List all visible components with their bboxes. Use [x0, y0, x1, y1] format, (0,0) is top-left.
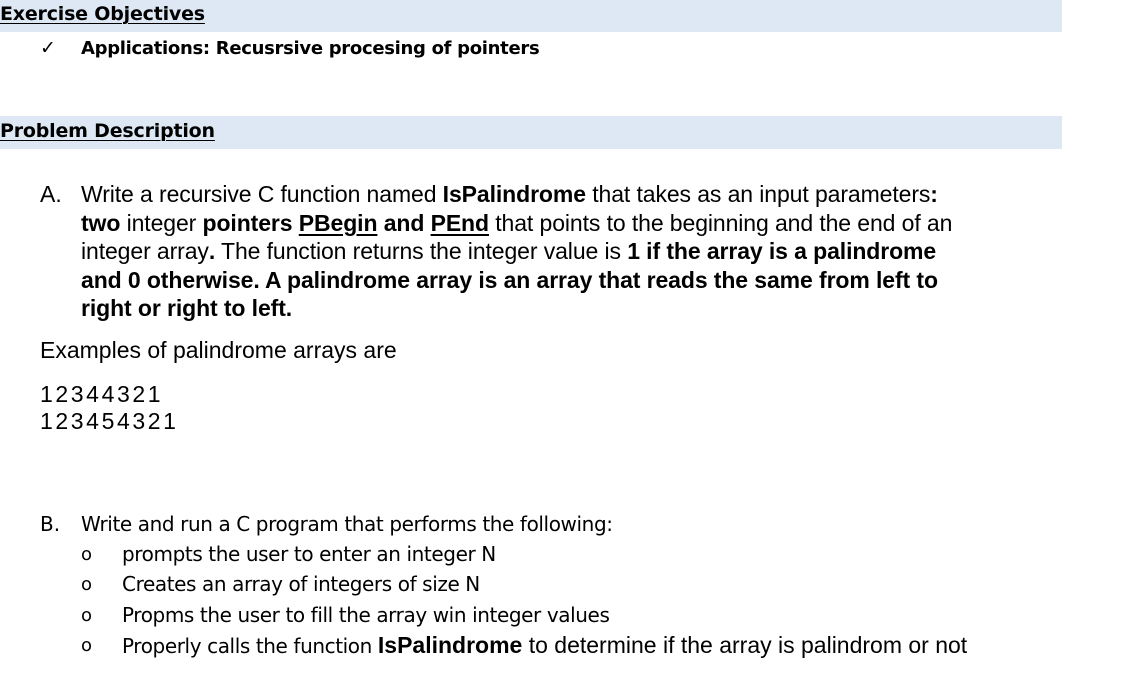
list-item [81, 569, 480, 599]
part-a-text: that takes as an input parameters [585, 181, 931, 207]
part-a-marker: A. [40, 181, 62, 207]
hollow-circle-bullet-icon: o [81, 573, 93, 595]
hollow-circle-bullet-icon: o [81, 604, 93, 626]
problem-heading: Problem Description [0, 120, 215, 142]
part-a-line-1 [81, 180, 1071, 209]
list-item-text-part: to determine if the array is palindrom or not [522, 631, 968, 658]
hollow-circle-bullet-icon: o [81, 634, 93, 656]
part-a-line-2 [81, 209, 1071, 238]
function-name: IsPalindrome [442, 181, 586, 207]
list-item-text: Propms the user to fill the array win integer values [122, 603, 610, 627]
part-a-text: pointers [202, 209, 293, 236]
part-a-text: 1 if the array is a palindrome [627, 238, 937, 264]
objective-text: Applications: Recusrsive procesing of pointers [81, 37, 540, 59]
examples-intro: Examples of palindrome arrays are [40, 337, 397, 363]
example-array-1: 12344321 [40, 381, 164, 407]
objectives-heading: Exercise Objectives [0, 3, 205, 25]
part-a-text: that points to the beginning and the end of an [488, 209, 953, 236]
list-item [81, 539, 496, 569]
list-item-text: prompts the user to enter an integer N [122, 542, 496, 566]
param-pend: PEnd [430, 209, 489, 236]
part-a-line-3 [81, 237, 1071, 266]
example-array-2: 123454321 [40, 408, 179, 434]
check-icon: ✓ [40, 37, 56, 59]
part-a-text: integer [120, 209, 203, 236]
part-a-line-5: right or right to left. [81, 295, 293, 321]
hollow-circle-bullet-icon: o [81, 543, 93, 565]
list-item-text [122, 632, 967, 659]
part-b-text: Write and run a C program that performs the following: [81, 512, 613, 536]
part-b-marker: B. [40, 512, 61, 536]
part-a-line-4: and 0 otherwise. A palindrome array is an array that reads the same from left to [81, 266, 938, 293]
part-a-text: : [930, 181, 938, 207]
function-name: IsPalindrome [377, 631, 523, 658]
part-a-text: two [81, 209, 121, 236]
part-a-text: and [377, 209, 431, 236]
part-a-text: Write a recursive C function named [81, 181, 443, 207]
part-a-paragraph [81, 180, 1071, 323]
list-item [81, 600, 609, 630]
list-item [81, 630, 967, 660]
objective-item [40, 34, 539, 62]
param-pbegin: PBegin [298, 209, 378, 236]
part-a-text: integer array [81, 238, 209, 264]
part-a-text: . [208, 238, 216, 264]
part-a-text: The function returns the integer value is [215, 238, 628, 264]
list-item-text: Creates an array of integers of size N [122, 572, 480, 596]
list-item-text-part: Properly calls the function [122, 633, 378, 658]
